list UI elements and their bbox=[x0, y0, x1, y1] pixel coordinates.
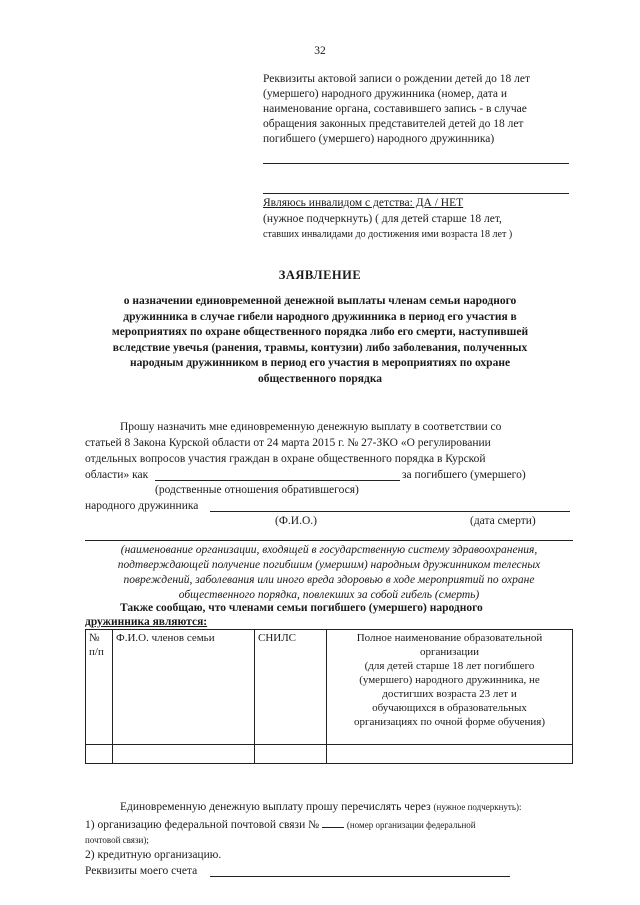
option-1-text: 1) организацию федеральной почтовой связи № bbox=[85, 819, 320, 831]
separator-line bbox=[263, 193, 569, 194]
payment-line bbox=[120, 800, 521, 815]
table-cell[interactable] bbox=[255, 745, 327, 764]
birth-record-requisites bbox=[263, 72, 530, 147]
organization-note bbox=[85, 543, 573, 603]
requisites-line: наименование органа, составившего запись - в случае bbox=[263, 103, 527, 115]
payment-text: Единовременную денежную выплату прошу перечислять через bbox=[120, 801, 431, 813]
table-cell[interactable] bbox=[327, 745, 573, 764]
subtitle-line: дружинника в случае гибели народного дружинника в период его участия в bbox=[123, 310, 517, 323]
requisites-line: Реквизиты актовой записи о рождении детей до 18 лет bbox=[263, 73, 530, 85]
family-intro-line-1: Также сообщаю, что членами семьи погибшего (умершего) народного bbox=[120, 602, 483, 614]
header-education-line: (для детей старше 18 лет погибшего bbox=[364, 660, 535, 672]
header-education bbox=[327, 630, 573, 745]
subtitle-line: вследствие увечья (ранения, травмы, контузии) либо заболевания, полученных bbox=[112, 341, 528, 354]
organization-note-line: общественного порядка, повлекших за собой гибель (смерть) bbox=[178, 589, 480, 601]
organization-fill-line[interactable] bbox=[85, 540, 573, 541]
page-number: 32 bbox=[314, 45, 326, 57]
option-1-note: (номер организации федеральной bbox=[346, 820, 476, 830]
subtitle-line: о назначении единовременной денежной выплаты членам семьи народного bbox=[123, 295, 517, 307]
family-intro-line-2: дружинника являются: bbox=[85, 616, 208, 628]
header-education-line: достигших возраста 23 лет и bbox=[382, 688, 517, 700]
requisites-fill-line[interactable] bbox=[263, 163, 569, 164]
header-education-line: организации bbox=[419, 646, 480, 658]
payment-option-1[interactable] bbox=[85, 818, 476, 833]
table-header-row bbox=[86, 630, 573, 745]
subtitle-line: мероприятиях по охране общественного порядка либо его смерти, наступившей bbox=[111, 326, 529, 338]
relation-caption: (родственные отношения обратившегося) bbox=[155, 484, 359, 496]
post-office-number-field[interactable] bbox=[322, 827, 344, 828]
body-line-4-start: области» как bbox=[85, 469, 149, 481]
account-fill-line[interactable] bbox=[210, 876, 510, 877]
header-number: № п/п bbox=[86, 630, 113, 745]
organization-note-line: повреждений, заболевания или иного вреда здоровью в ходе мероприятий по охране bbox=[123, 574, 535, 586]
header-education-line: (умершего) народного дружинника, не bbox=[359, 674, 540, 686]
organization-note-line: (наименование организации, входящей в государственную систему здравоохранения, bbox=[120, 544, 538, 556]
body-line-5-start: народного дружинника bbox=[85, 500, 199, 512]
header-fio: Ф.И.О. членов семьи bbox=[113, 630, 255, 745]
body-line-2: статьей 8 Закона Курской области от 24 марта 2015 г. № 27-ЗКО «О регулировании bbox=[85, 437, 491, 449]
table-cell[interactable] bbox=[113, 745, 255, 764]
payment-option-2[interactable]: 2) кредитную организацию. bbox=[85, 849, 222, 861]
organization-note-line: подтверждающей получение погибшим (умершим) народным дружинником телесных bbox=[117, 559, 541, 571]
document-subtitle bbox=[80, 294, 560, 387]
requisites-line: обращения законных представителей детей до 18 лет bbox=[263, 118, 524, 130]
relation-fill-line[interactable] bbox=[155, 480, 400, 481]
header-education-line: Полное наименование образовательной bbox=[356, 632, 543, 644]
account-requisites-label: Реквизиты моего счета bbox=[85, 865, 198, 877]
table-row[interactable] bbox=[86, 745, 573, 764]
subtitle-line: общественного порядка bbox=[257, 372, 383, 385]
fio-caption: (Ф.И.О.) bbox=[275, 515, 317, 527]
body-line-3: отдельных вопросов участия граждан в охране общественного порядка в Курской bbox=[85, 453, 486, 465]
header-snils: СНИЛС bbox=[255, 630, 327, 745]
body-line-1: Прошу назначить мне единовременную денежную выплату в соответствии со bbox=[120, 421, 502, 433]
requisites-line: погибшего (умершего) народного дружинника) bbox=[263, 133, 495, 145]
document-title: ЗАЯВЛЕНИЕ bbox=[278, 268, 362, 282]
option-1-note-2: почтовой связи); bbox=[85, 835, 149, 845]
header-education-line: организациях по очной форме обучения) bbox=[353, 716, 546, 728]
death-date-caption: (дата смерти) bbox=[470, 515, 536, 527]
disability-question[interactable]: Являюсь инвалидом с детства: ДА / НЕТ bbox=[263, 197, 464, 209]
family-members-table bbox=[85, 629, 573, 764]
fio-death-fill-line[interactable] bbox=[210, 511, 570, 512]
requisites-line: (умершего) народного дружинника (номер, дата и bbox=[263, 88, 507, 100]
payment-note: (нужное подчеркнуть): bbox=[433, 802, 522, 812]
disability-note-2: ставших инвалидами до достижения ими возраста 18 лет ) bbox=[263, 229, 513, 240]
table-cell[interactable] bbox=[86, 745, 113, 764]
disability-note: (нужное подчеркнуть) ( для детей старше 18 лет, bbox=[263, 213, 502, 225]
body-line-4-end: за погибшего (умершего) bbox=[402, 469, 526, 481]
header-education-line: обучающихся в образовательных bbox=[372, 702, 527, 714]
subtitle-line: народным дружинником в период его участия в мероприятиях по охране bbox=[129, 357, 511, 369]
